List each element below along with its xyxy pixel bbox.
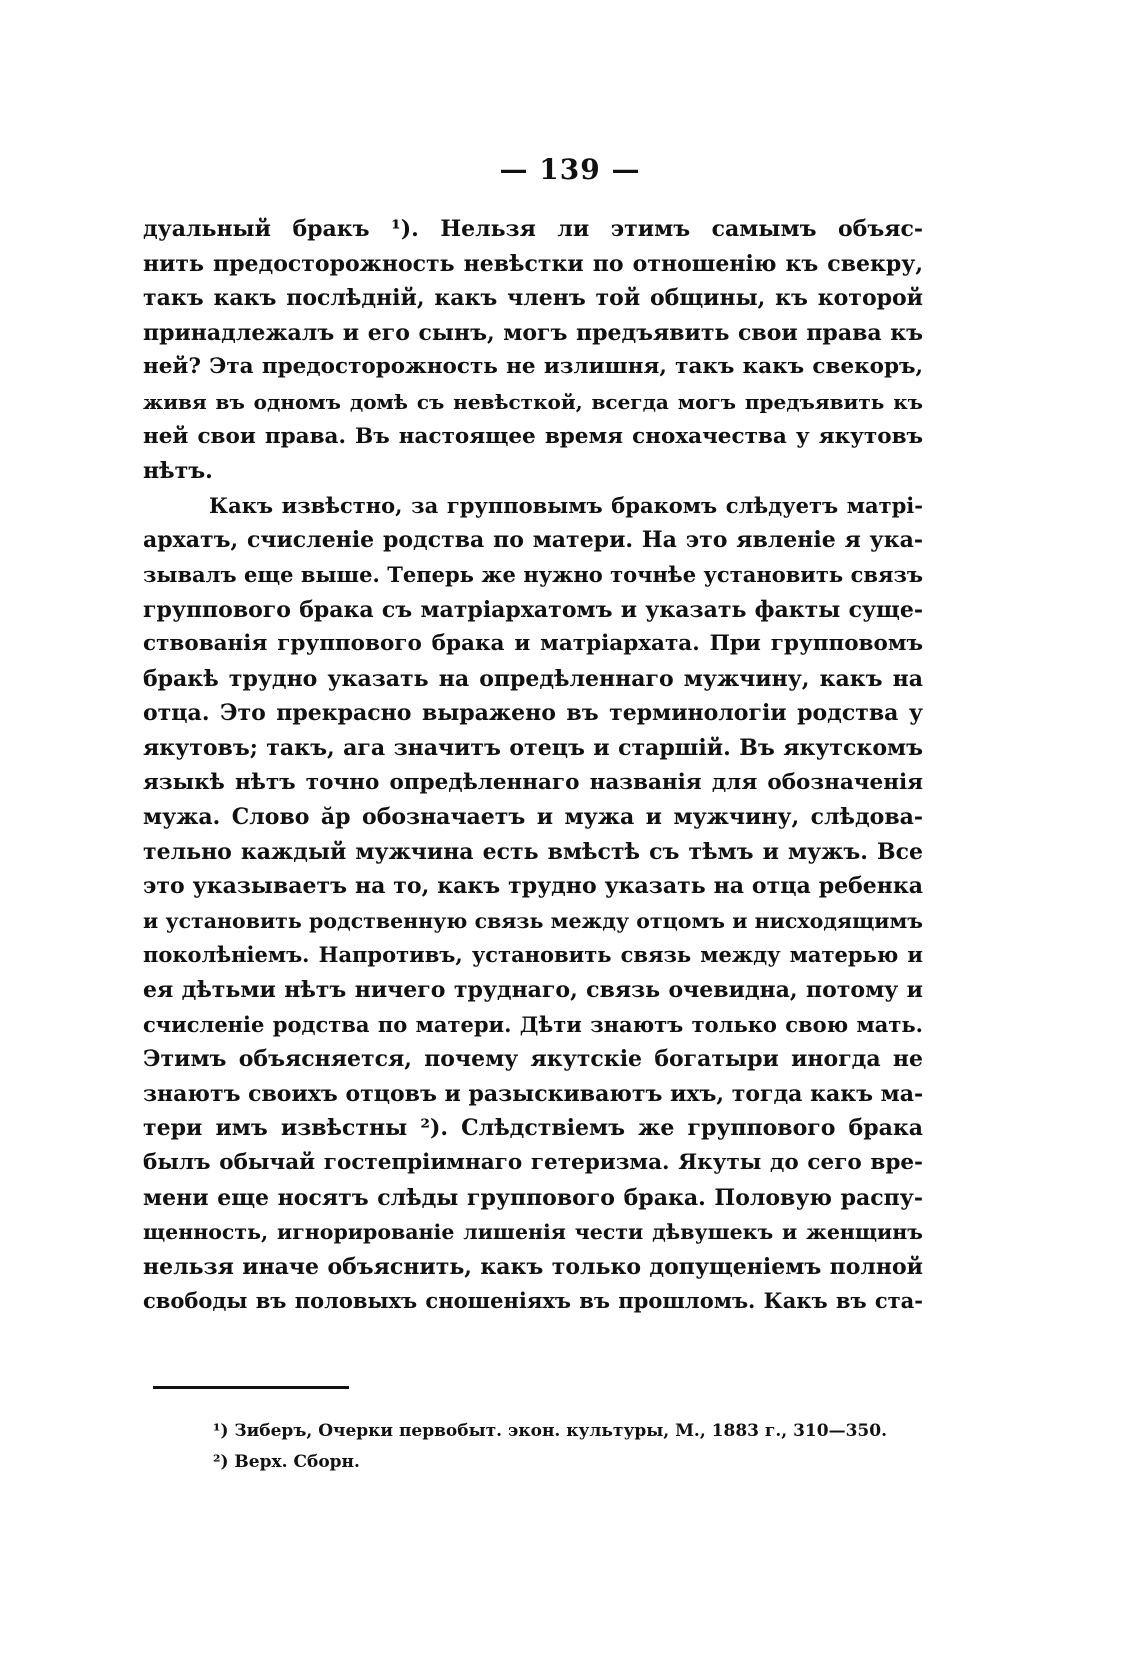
text-line: дуальный бракъ ¹). Нельзя ли этимъ самымъ объяс- — [143, 216, 923, 242]
text-line: ея дѣтьми нѣтъ ничего труднаго, связь очевидна, потому и — [143, 977, 923, 1004]
text-line: ней свои права. Въ настоящее время снохачества у якутовъ — [143, 423, 923, 449]
text-line: отца. Это прекрасно выражено въ терминологіи родства у — [143, 700, 923, 727]
text-line: архатъ, счисленіе родства по матери. На это явленіе я ука- — [143, 527, 923, 554]
text-line: якутовъ; такъ, ага значитъ отецъ и старшій. Въ якутскомъ — [143, 734, 923, 761]
text-line: живя въ одномъ домѣ съ невѣсткой, всегда могъ предъявить къ — [143, 389, 923, 414]
text-line: нить предосторожность невѣстки по отношенію къ свекру, — [143, 250, 923, 277]
text-line: мужа. Слово ӑр обозначаетъ и мужа и мужчину, слѣдова- — [143, 804, 923, 831]
footnote-1: ¹) Зиберъ, Очерки первобыт. экон. культуры, М., 1883 г., 310—350. — [213, 1421, 887, 1441]
text-line: свободы въ половыхъ сношеніяхъ въ прошломъ. Какъ въ ста- — [143, 1288, 923, 1314]
text-line: мени еще носятъ слѣды группового брака. Половую распу- — [143, 1184, 923, 1211]
body-text — [143, 212, 923, 1319]
text-line: нельзя иначе объяснить, какъ только допущеніемъ полной — [143, 1253, 923, 1280]
text-line: ней? Эта предосторожность не излишня, такъ какъ свекоръ, — [143, 354, 923, 380]
text-line: языкѣ нѣтъ точно опредѣленнаго названія для обозначенія — [143, 769, 923, 795]
text-line: это указываетъ на то, какъ трудно указать на отца ребенка — [143, 873, 923, 900]
page-number: — 139 — — [499, 153, 641, 186]
text-line: тельно каждый мужчина есть вмѣстѣ съ тѣмъ и мужъ. Все — [143, 838, 923, 865]
text-line: группового брака съ матріархатомъ и указать факты суще- — [143, 596, 923, 623]
text-line: поколѣніемъ. Напротивъ, установить связь между матерью и — [143, 942, 923, 968]
footnote-2: ²) Верх. Сборн. — [213, 1452, 360, 1472]
text-line: принадлежалъ и его сынъ, могъ предъявить свои права къ — [143, 319, 923, 346]
text-line: зывалъ еще выше. Теперь же нужно точнѣе установить связъ — [143, 561, 923, 587]
text-line: нѣтъ. — [143, 458, 213, 485]
text-line: щенность, игнорированіе лишенія чести дѣвушекъ и женщинъ — [143, 1220, 923, 1245]
text-line: счисленіе родства по матери. Дѣти знаютъ только свою мать. — [143, 1011, 923, 1037]
footnotes — [213, 1416, 933, 1478]
text-line: такъ какъ послѣдній, какъ членъ той общины, къ которой — [143, 285, 923, 312]
text-line: знаютъ своихъ отцовъ и разыскиваютъ ихъ, тогда какъ ма- — [143, 1080, 924, 1107]
text-line: и установить родственную связь между отцомъ и нисходящимъ — [143, 908, 923, 933]
text-line: бракѣ трудно указать на опредѣленнаго мужчину, какъ на — [143, 665, 923, 692]
text-line: былъ обычай гостепріимнаго гетеризма. Якуты до сего вре- — [143, 1150, 923, 1176]
text-line: ствованія группового брака и матріархата. При групповомъ — [143, 631, 923, 657]
text-line: Этимъ объясняется, почему якутскіе богатыри иногда не — [143, 1046, 923, 1073]
text-line: тери имъ извѣстны ²). Слѣдствіемъ же группового брака — [143, 1115, 923, 1142]
paragraph-start-line: Какъ извѣстно, за групповымъ бракомъ слѣдуетъ матрі- — [209, 492, 923, 518]
footnote-divider — [153, 1386, 349, 1389]
